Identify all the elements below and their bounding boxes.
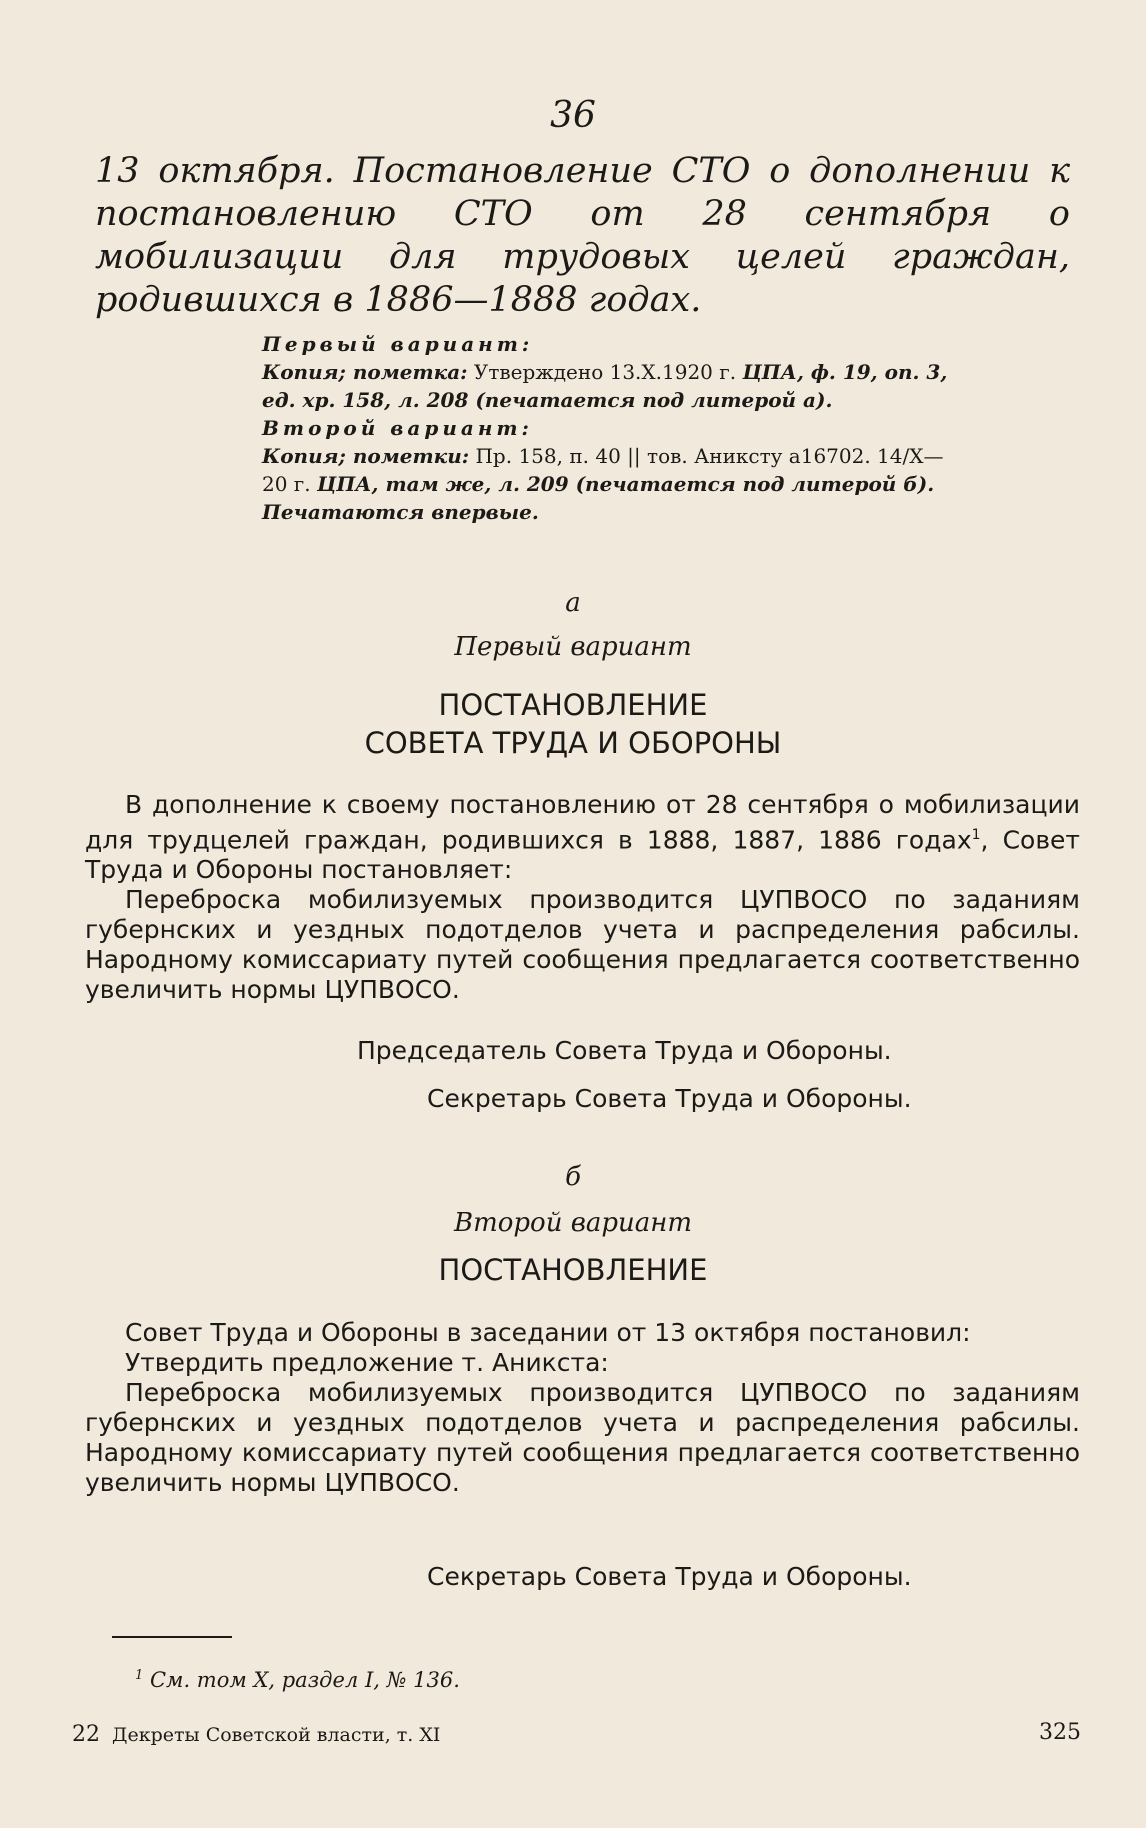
section-a-letter: а (565, 588, 581, 618)
first-source-b: ед. хр. 158, л. 208 (печатается под литерой а). (262, 388, 833, 412)
section-b-body (85, 1318, 1080, 1498)
footnote-marker: 1 (135, 1668, 144, 1683)
section-a-variant: Первый вариант (454, 632, 692, 662)
section-a-signature-chairman: Председатель Совета Труда и Обороны. (357, 1036, 892, 1065)
second-variant-label: Второй вариант: (262, 416, 533, 440)
footnote (135, 1668, 460, 1692)
page-number: 325 (1039, 1720, 1081, 1745)
section-a-heading-1: ПОСТАНОВЛЕНИЕ (438, 688, 708, 722)
footnote-ref: 1 (971, 827, 981, 843)
section-b-paragraph-3: Переброска мобилизуемых производится ЦУПВОСО по заданиям губернских и уездных подотделов учета и распределения рабсилы. Народному комиссариату путей сообщения предлагается соответственно увеличить нормы ЦУПВОСО. (85, 1378, 1080, 1497)
section-b-letter: б (565, 1162, 581, 1192)
section-a-body (85, 790, 1080, 1005)
first-source-a: ЦПА, ф. 19, оп. 3, (742, 360, 948, 384)
printer-signature-number: 22 (72, 1722, 100, 1747)
footnote-text: См. том X, раздел I, № 136. (149, 1668, 460, 1692)
second-copy-text-b: 20 г. (262, 472, 311, 496)
published-note: Печатаются впервые. (262, 500, 539, 524)
archival-note (262, 330, 1072, 526)
second-copy-text: Пр. 158, п. 40 || тов. Аниксту а16702. 14/X— (475, 444, 944, 468)
footnote-divider (112, 1636, 232, 1638)
book-title: Декреты Советской власти, т. XI (112, 1724, 441, 1746)
section-b-paragraph-1: Совет Труда и Обороны в заседании от 13 октября постановил: (125, 1318, 971, 1347)
section-b-heading: ПОСТАНОВЛЕНИЕ (438, 1253, 708, 1287)
document-number: 36 (550, 95, 596, 136)
section-b-paragraph-2: Утвердить предложение т. Аникста: (125, 1348, 609, 1377)
section-a-paragraph-1: В дополнение к своему постановлению от 28 сентября о мобилизации для трудцелей граждан, родившихся в 1888, 1887, 1886 годах$^1$, Совет Труда и Обороны постановляет: (85, 790, 1080, 885)
first-variant-label: Первый вариант: (262, 332, 534, 356)
section-a-paragraph-2: Переброска мобилизуемых производится ЦУПВОСО по заданиям губернских и уездных подотделов учета и распределения рабсилы. Народному комиссариату путей сообщения предлагается соответственно увеличить нормы ЦУПВОСО. (85, 885, 1080, 1005)
first-copy-label: Копия; пометка: (262, 360, 468, 384)
second-copy-label: Копия; пометки: (262, 444, 470, 468)
document-title: 13 октября. Постановление СТО о дополнении к постановлению СТО от 28 сентября о мобилизации для трудовых целей граждан, родившихся в 1886—1888 годах. (95, 151, 1070, 320)
footer-left (72, 1722, 440, 1747)
section-b-signature-secretary: Секретарь Совета Труда и Обороны. (427, 1562, 912, 1591)
first-copy-text: Утверждено 13.X.1920 г. (473, 360, 737, 384)
section-b-variant: Второй вариант (453, 1208, 693, 1238)
section-a-heading-2: СОВЕТА ТРУДА И ОБОРОНЫ (364, 726, 782, 760)
second-source: ЦПА, там же, л. 209 (печатается под литерой б). (317, 472, 935, 496)
section-a-signature-secretary: Секретарь Совета Труда и Обороны. (427, 1084, 912, 1113)
